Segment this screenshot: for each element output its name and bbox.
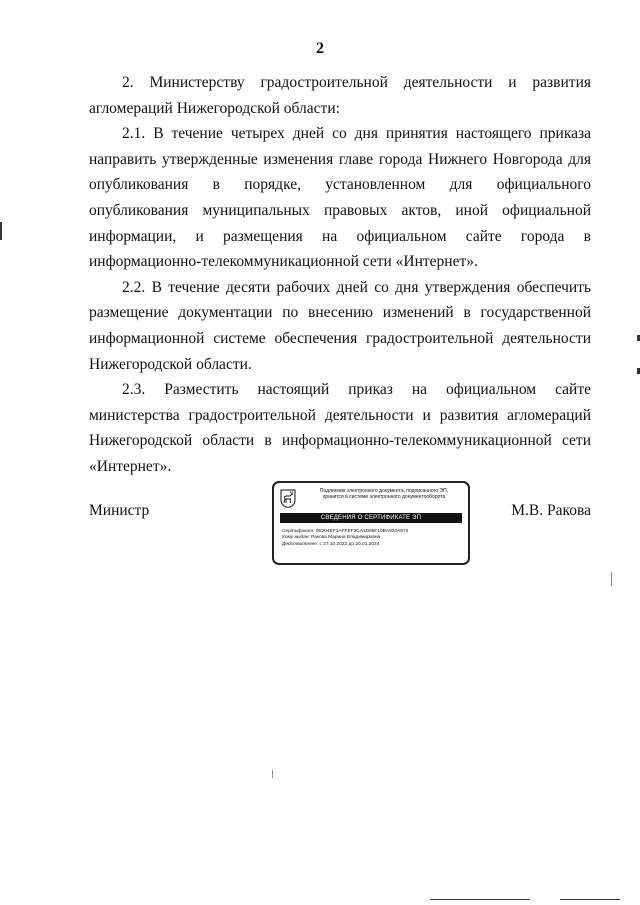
paragraph-2-3: 2.3. Разместить настоящий приказ на официальном сайте министерства градостроительной деятельности и развития агломераций Нижегородской области в информационно-телекоммуникационной сети «Интернет». bbox=[89, 381, 591, 475]
bottom-scan-line bbox=[430, 899, 530, 900]
bottom-scan-line-2 bbox=[560, 899, 620, 900]
stamp-header-line-1: Подлинник электронного документа, подписанного ЭП, bbox=[319, 488, 449, 494]
stamp-header-line-2: хранится в системе электронного документооборота bbox=[322, 494, 446, 500]
validity-value: с 27.10.2022 до 20.01.2024 bbox=[319, 541, 380, 547]
left-margin-scan-mark bbox=[0, 222, 2, 240]
page-number: 2 bbox=[316, 40, 324, 57]
nizhny-novgorod-deer-emblem-icon bbox=[280, 489, 296, 508]
electronic-signature-stamp bbox=[272, 481, 470, 565]
validity-line bbox=[282, 542, 466, 548]
issued-to-label: Кому выдан: bbox=[282, 535, 310, 541]
paragraph-2: 2. Министерству градостроительной деятельности и развития агломераций Нижегородской области: bbox=[89, 74, 591, 117]
stamp-header bbox=[302, 488, 466, 500]
order-body bbox=[89, 70, 591, 480]
scan-speck-2 bbox=[272, 770, 273, 778]
issued-to-value: Ракова Марина Владимировна bbox=[311, 535, 381, 541]
certificate-value: 0E204EF1AFFEF3CA1D65F10BA920A972 bbox=[315, 529, 409, 534]
stamp-certificate-title: СВЕДЕНИЯ О СЕРТИФИКАТЕ ЭП bbox=[280, 513, 462, 523]
certificate-label: Сертификат: bbox=[282, 529, 315, 534]
scan-speck bbox=[611, 572, 612, 586]
paragraph-2-1: 2.1. В течение четырех дней со дня принятия настоящего приказа направить утвержденные изменения главе города Нижнего Новгорода для опубликования в порядке, установленном для официального опубликования муниципальных правовых актов, иной официальной информации, и размещения на официальном сайте города в информационно-телекоммуникационной сети «Интернет». bbox=[89, 125, 591, 271]
signer-role: Министр bbox=[89, 502, 150, 519]
validity-label: Действителен: bbox=[282, 541, 319, 547]
paragraph-2-2: 2.2. В течение десяти рабочих дней со дня утверждения обеспечить размещение документации по внесению изменений в государственной информационной системе обеспечения градостроительной деятельности Нижегородской области. bbox=[89, 278, 591, 373]
stamp-certificate-details bbox=[282, 529, 466, 548]
signer-name: М.В. Ракова bbox=[511, 502, 591, 519]
